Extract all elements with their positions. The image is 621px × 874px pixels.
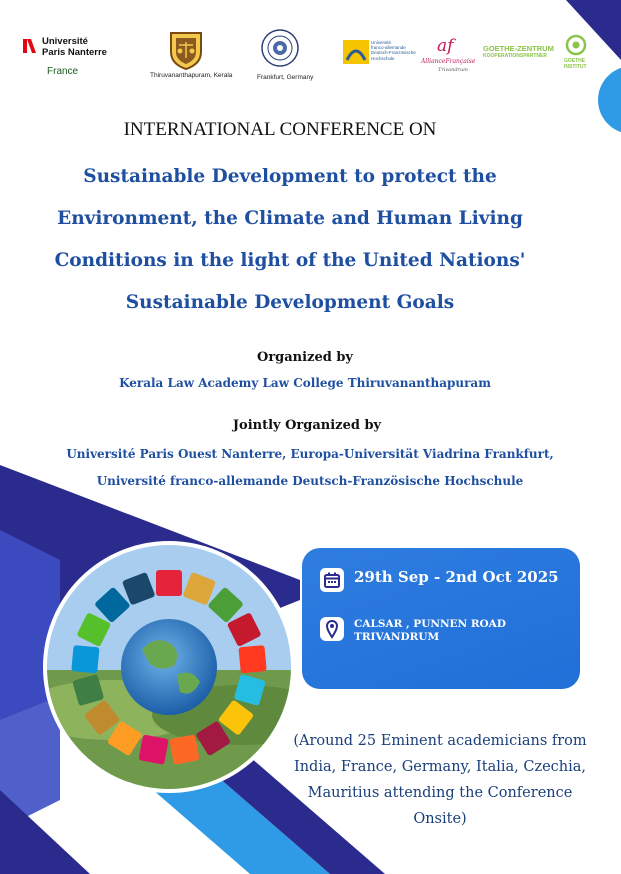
conference-heading: INTERNATIONAL CONFERENCE ON (123, 119, 437, 140)
calendar-icon (320, 568, 344, 592)
title-line: Conditions in the light of the United Nations' (54, 250, 526, 271)
goethe-institut-line: INSTITUT (564, 64, 587, 70)
nanterre-line2: Paris Nanterre (42, 47, 107, 58)
ufa-line: franco-allemande (371, 45, 406, 51)
sdg-goal-tile (169, 734, 199, 764)
sdg-goal-tile (71, 645, 99, 673)
title-line: Environment, the Climate and Human Living (57, 208, 523, 229)
sdg-globe-image (42, 540, 296, 794)
alliance-francaise-city: Trivandrum (438, 67, 468, 73)
euv-caption: Frankfurt, Germany (257, 74, 314, 81)
note-line: (Around 25 Eminent academicians from (293, 733, 587, 749)
ufa-line: Deutsch-Französische (371, 50, 416, 56)
ufa-logo-mark (343, 40, 369, 64)
map-pin-icon (320, 617, 344, 641)
joint-organizers-line1: Université Paris Ouest Nanterre, Europa-Universität Viadrina Frankfurt, (66, 447, 554, 461)
ufa-line: Université (371, 40, 392, 45)
nanterre-line1: Université (42, 36, 88, 47)
organized-by-label: Organized by (257, 350, 353, 365)
top-right-circle (598, 66, 621, 134)
sdg-goal-tile (238, 645, 266, 673)
title-line: Sustainable Development to protect the (83, 166, 497, 187)
venue-line1: CALSAR , PUNNEN ROAD (354, 618, 506, 630)
title-line: Sustainable Development Goals (125, 292, 455, 313)
note-line: Onsite) (413, 811, 467, 827)
sdg-goal-tile (138, 734, 168, 764)
goethe-institut-text (564, 58, 587, 70)
ufa-text (371, 40, 416, 61)
note-line: Mauritius attending the Conference (307, 785, 573, 801)
goethe-partner-text: KOOPERATIONSPARTNER (483, 53, 547, 59)
conference-title (40, 156, 540, 324)
sdg-goal-tile (156, 570, 182, 596)
kerala-law-academy-logo (168, 30, 204, 70)
joint-organizers-line2: Université franco-allemande Deutsch-Französische Hochschule (96, 474, 524, 488)
note-line: India, France, Germany, Italia, Czechia, (293, 759, 587, 775)
organizer-name: Kerala Law Academy Law College Thiruvananthapuram (119, 376, 491, 390)
nanterre-country: France (47, 66, 79, 77)
kla-caption: Thiruvananthapuram, Kerala (150, 72, 233, 79)
venue-line2: TRIVANDRUM (354, 631, 440, 643)
goethe-institut-line: GOETHE (564, 58, 586, 64)
attendance-note (274, 728, 606, 832)
alliance-francaise-text: AllianceFrançaise (421, 58, 476, 65)
nanterre-logo-mark (22, 38, 38, 54)
europa-universitat-seal (260, 28, 300, 68)
ufa-line: Hochschule (371, 55, 395, 61)
jointly-organized-label: Jointly Organized by (232, 418, 382, 433)
alliance-francaise-mark: af (437, 36, 454, 56)
goethe-institut-icon (565, 34, 587, 56)
goethe-zentrum-text: GOETHE-ZENTRUM (483, 44, 554, 53)
event-dates: 29th Sep - 2nd Oct 2025 (354, 568, 559, 586)
